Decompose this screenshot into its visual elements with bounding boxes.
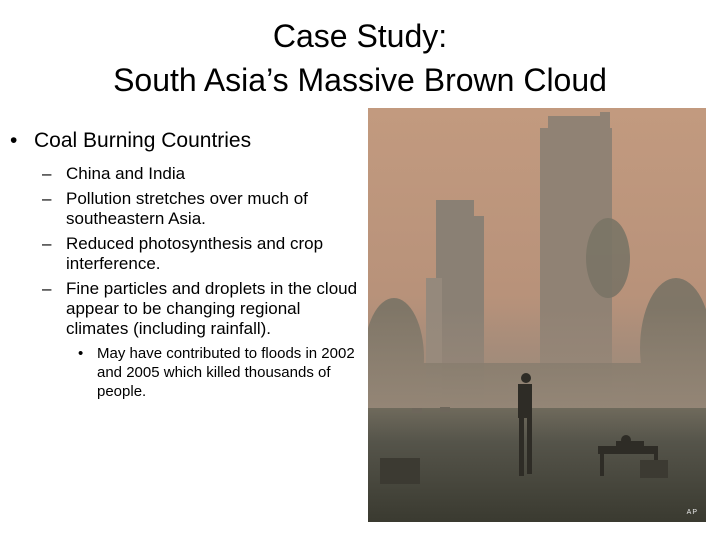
bullet-marker: • — [10, 129, 18, 152]
dash-marker: – — [42, 164, 52, 183]
bullet-coal-burning — [10, 128, 360, 154]
dash-marker: – — [42, 279, 52, 298]
bullet-list — [10, 128, 360, 401]
sub-sub-bullet-floods — [10, 344, 360, 401]
photo-credit: AP — [686, 509, 698, 516]
sub-sub-bullet-text: May have contributed to floods in 2002 and 2005 which killed thousands of people. — [97, 345, 355, 400]
sub-bullet-text: Pollution stretches over much of southeastern Asia. — [66, 189, 308, 228]
bullet-marker-small: • — [78, 345, 84, 362]
sub-bullet-pollution — [10, 189, 360, 229]
sub-bullet-text: China and India — [66, 164, 186, 183]
bullet-text: Coal Burning Countries — [34, 129, 252, 152]
title-line-1: Case Study: — [272, 18, 448, 54]
dash-marker: – — [42, 189, 52, 208]
slide-title — [0, 14, 720, 102]
sub-bullet-photosynthesis — [10, 234, 360, 274]
sub-bullet-china-india — [10, 164, 360, 184]
photo-illustration — [368, 108, 706, 522]
smog-city-photo — [368, 108, 706, 522]
sub-bullet-text: Reduced photosynthesis and crop interference. — [66, 234, 324, 273]
title-line-2: South Asia’s Massive Brown Cloud — [113, 62, 607, 98]
sub-bullet-text: Fine particles and droplets in the cloud appear to be changing regional climates (including rainfall). — [66, 279, 358, 338]
dash-marker: – — [42, 234, 52, 253]
sub-bullet-particles — [10, 279, 360, 339]
smog-haze — [368, 308, 706, 418]
